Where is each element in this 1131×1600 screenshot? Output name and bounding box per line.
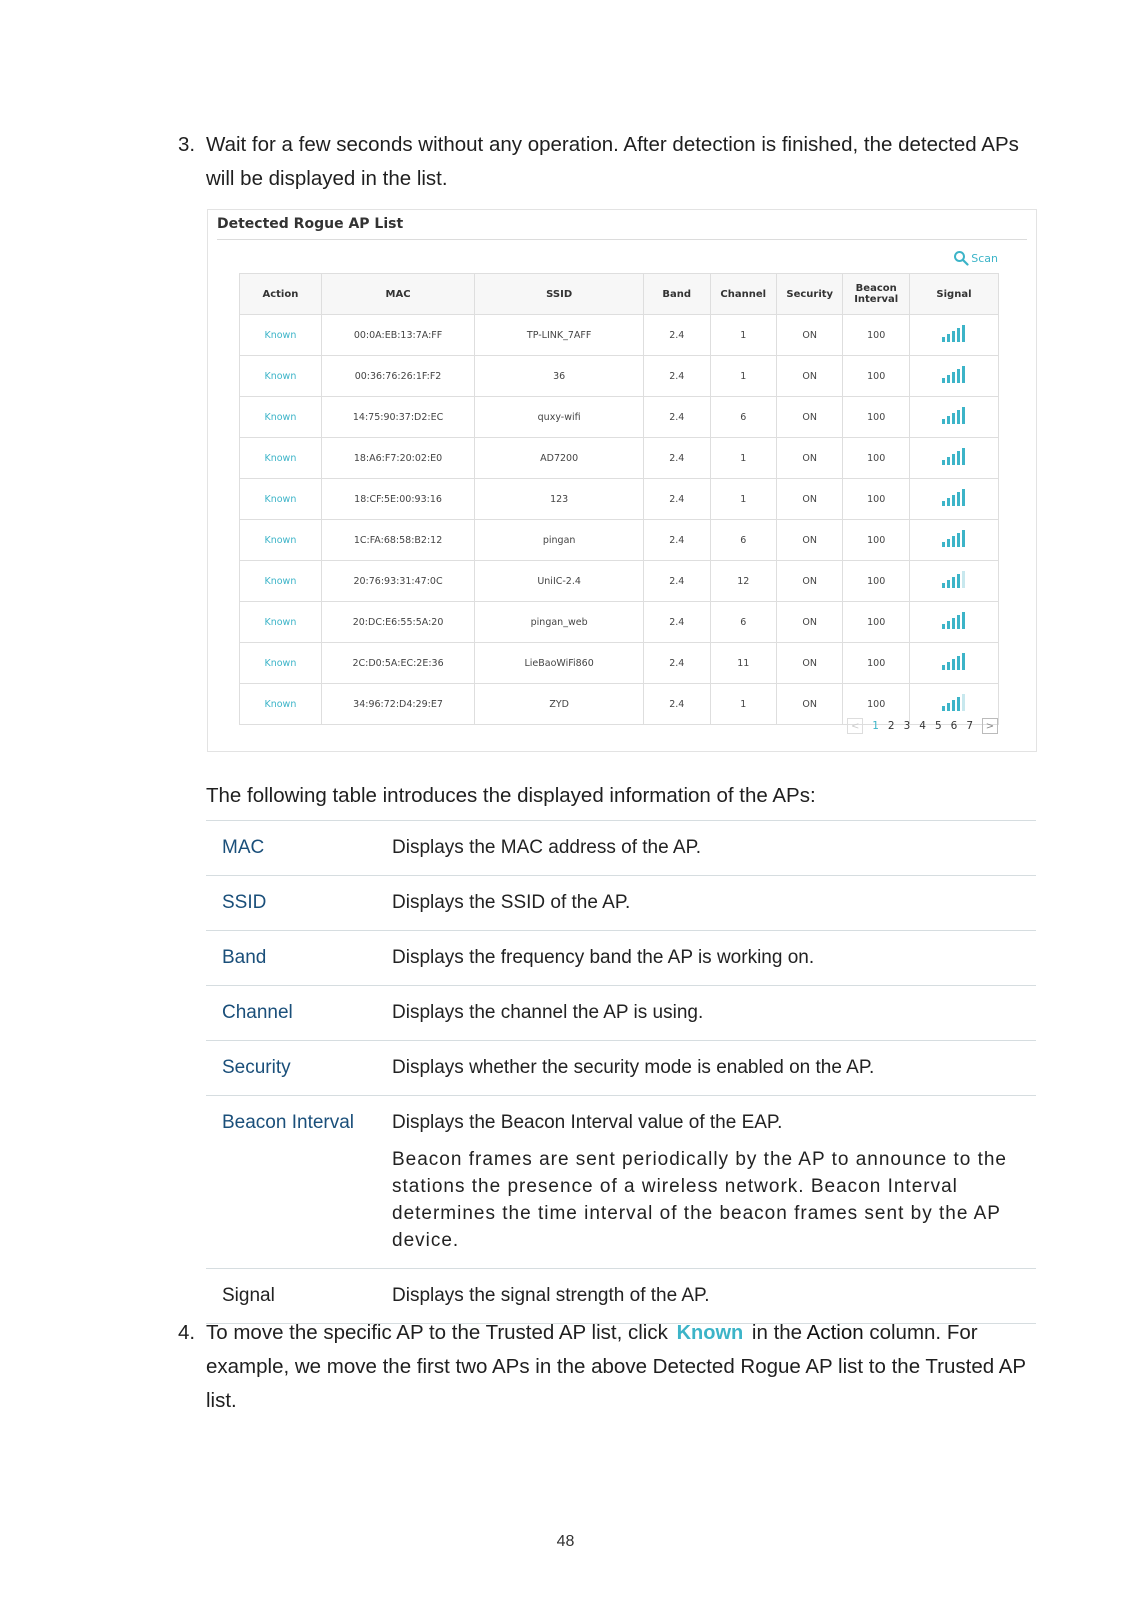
beacon-interval-cell: 100 [843,684,909,725]
step-number: 4. [178,1321,196,1344]
beacon-interval-cell: 100 [843,315,909,356]
signal-strength-icon [942,448,965,465]
band-cell: 2.4 [644,438,710,479]
table-row [240,602,999,643]
ssid-cell: TP-LINK_7AFF [475,315,644,356]
action-word: Action [806,1321,864,1344]
known-action-link[interactable]: Known [240,438,322,479]
security-cell: ON [776,643,842,684]
description-row [206,986,1036,1041]
table-row [240,315,999,356]
column-header[interactable]: Signal [909,274,998,315]
search-icon [953,250,969,266]
signal-strength-icon [942,366,965,383]
signal-cell [909,397,998,438]
next-page-button[interactable]: > [982,718,998,734]
page-link[interactable]: 6 [950,720,958,732]
ssid-cell: LieBaoWiFi860 [475,643,644,684]
column-header[interactable]: Band [644,274,710,315]
page-link[interactable]: 4 [919,720,926,732]
intro-text: The following table introduces the displayed information of the APs: [206,784,816,807]
definition-cell [392,876,1036,931]
signal-strength-icon [942,571,965,588]
step-text-part: in the [751,1321,803,1344]
description-row [206,1096,1036,1269]
band-cell: 2.4 [644,520,710,561]
step-text: Wait for a few seconds without any operation. After detection is finished, the detected APs will be displayed in the list. [206,133,1019,190]
mac-cell: 1C:FA:68:58:B2:12 [321,520,474,561]
field-description-table [206,820,1036,1324]
scan-button[interactable] [953,250,998,266]
beacon-interval-cell: 100 [843,438,909,479]
definition-text: Displays the frequency band the AP is working on. [392,947,815,968]
channel-cell: 6 [710,397,776,438]
known-link: Known [676,1322,744,1344]
signal-strength-icon [942,653,965,670]
definition-text: Displays whether the security mode is enabled on the AP. [392,1057,875,1078]
band-cell: 2.4 [644,643,710,684]
signal-strength-icon [942,530,965,547]
signal-cell [909,356,998,397]
band-cell: 2.4 [644,315,710,356]
signal-strength-icon [942,489,965,506]
term-cell: Band [206,931,392,986]
known-action-link[interactable]: Known [240,397,322,438]
ssid-cell: pingan [475,520,644,561]
beacon-interval-cell: 100 [843,479,909,520]
band-cell: 2.4 [644,397,710,438]
known-action-link[interactable]: Known [240,602,322,643]
known-action-link[interactable]: Known [240,520,322,561]
security-cell: ON [776,397,842,438]
table-row [240,561,999,602]
definition-text: Displays the SSID of the AP. [392,892,631,913]
prev-page-button[interactable]: < [847,718,863,734]
term-cell: Signal [206,1269,392,1324]
step-3 [178,128,1038,196]
channel-cell: 12 [710,561,776,602]
step-text-part: To move the specific AP to the Trusted AP list, click [206,1321,668,1344]
mac-cell: 20:76:93:31:47:0C [321,561,474,602]
channel-cell: 1 [710,479,776,520]
signal-cell [909,520,998,561]
column-header[interactable]: Channel [710,274,776,315]
mac-cell: 00:0A:EB:13:7A:FF [321,315,474,356]
panel-title: Detected Rogue AP List [217,216,404,232]
page-link[interactable]: 3 [903,720,911,732]
signal-cell [909,602,998,643]
beacon-interval-cell: 100 [843,356,909,397]
channel-cell: 1 [710,684,776,725]
term-cell: Beacon Interval [206,1096,392,1269]
signal-cell [909,643,998,684]
band-cell: 2.4 [644,602,710,643]
ssid-cell: 123 [475,479,644,520]
known-action-link[interactable]: Known [240,479,322,520]
table-row [240,397,999,438]
known-action-link[interactable]: Known [240,315,322,356]
known-action-link[interactable]: Known [240,684,322,725]
definition-cell [392,1041,1036,1096]
band-cell: 2.4 [644,479,710,520]
column-header[interactable]: MAC [321,274,474,315]
scan-label: Scan [971,251,998,265]
description-row [206,1041,1036,1096]
description-row [206,931,1036,986]
channel-cell: 1 [710,438,776,479]
signal-cell [909,438,998,479]
signal-strength-icon [942,325,965,342]
mac-cell: 34:96:72:D4:29:E7 [321,684,474,725]
term-cell: SSID [206,876,392,931]
term-cell: MAC [206,821,392,876]
known-action-link[interactable]: Known [240,561,322,602]
ssid-cell: pingan_web [475,602,644,643]
description-row [206,821,1036,876]
mac-cell: 00:36:76:26:1F:F2 [321,356,474,397]
column-header[interactable]: Beacon Interval [843,274,909,315]
mac-cell: 18:A6:F7:20:02:E0 [321,438,474,479]
mac-cell: 2C:D0:5A:EC:2E:36 [321,643,474,684]
signal-strength-icon [942,407,965,424]
page-link[interactable]: 1 [872,720,879,732]
ssid-cell: AD7200 [475,438,644,479]
signal-cell [909,561,998,602]
table-row [240,479,999,520]
page-list [872,720,973,732]
detected-rogue-ap-panel [207,209,1037,752]
security-cell: ON [776,315,842,356]
page-link[interactable]: 5 [934,720,942,732]
known-action-link[interactable]: Known [240,643,322,684]
signal-strength-icon [942,612,965,629]
definition-extra-text: Beacon frames are sent periodically by the AP to announce to the stations the presence of a wireless network. Beacon Interval determines the time interval of the beacon frames sent by the AP device. [392,1149,1007,1251]
band-cell: 2.4 [644,561,710,602]
page-number: 48 [556,1533,575,1550]
channel-cell: 1 [710,356,776,397]
step-number: 3. [178,133,196,156]
table-row [240,438,999,479]
signal-cell [909,315,998,356]
security-cell: ON [776,561,842,602]
ssid-cell: 36 [475,356,644,397]
step-4 [178,1316,1038,1418]
mac-cell: 20:DC:E6:55:5A:20 [321,602,474,643]
channel-cell: 11 [710,643,776,684]
column-header[interactable]: Security [776,274,842,315]
mac-cell: 18:CF:5E:00:93:16 [321,479,474,520]
beacon-interval-cell: 100 [843,602,909,643]
definition-cell [392,1096,1036,1269]
rogue-ap-table [239,273,999,725]
page-link[interactable]: 2 [887,720,895,732]
band-cell: 2.4 [644,356,710,397]
security-cell: ON [776,520,842,561]
signal-strength-icon [942,694,965,711]
ssid-cell: UniIC-2.4 [475,561,644,602]
step-text [206,1316,1038,1418]
signal-cell [909,479,998,520]
ssid-cell: quxy-wifi [475,397,644,438]
beacon-interval-cell: 100 [843,561,909,602]
divider [217,239,1027,240]
security-cell: ON [776,602,842,643]
security-cell: ON [776,479,842,520]
security-cell: ON [776,438,842,479]
pagination [847,718,998,734]
beacon-interval-cell: 100 [843,397,909,438]
definition-cell [392,931,1036,986]
column-header[interactable]: Action [240,274,322,315]
definition-text: Displays the Beacon Interval value of the EAP. [392,1112,783,1133]
table-row [240,520,999,561]
beacon-interval-cell: 100 [843,643,909,684]
definition-cell [392,821,1036,876]
description-row [206,876,1036,931]
mac-cell: 14:75:90:37:D2:EC [321,397,474,438]
band-cell: 2.4 [644,684,710,725]
table-header-row [240,274,999,315]
definition-cell [392,986,1036,1041]
definition-text: Displays the channel the AP is using. [392,1002,704,1023]
ssid-cell: ZYD [475,684,644,725]
channel-cell: 6 [710,602,776,643]
beacon-interval-cell: 100 [843,520,909,561]
security-cell: ON [776,356,842,397]
term-cell: Security [206,1041,392,1096]
known-action-link[interactable]: Known [240,356,322,397]
table-row [240,356,999,397]
channel-cell: 6 [710,520,776,561]
security-cell: ON [776,684,842,725]
page-link[interactable]: 7 [966,720,973,732]
channel-cell: 1 [710,315,776,356]
step-text-part: column. For example, we move the first two APs in the above Detected Rogue AP list to the Trusted AP list. [206,1321,1026,1412]
definition-text: Displays the signal strength of the AP. [392,1285,710,1306]
table-row [240,643,999,684]
definition-text: Displays the MAC address of the AP. [392,837,702,858]
column-header[interactable]: SSID [475,274,644,315]
term-cell: Channel [206,986,392,1041]
